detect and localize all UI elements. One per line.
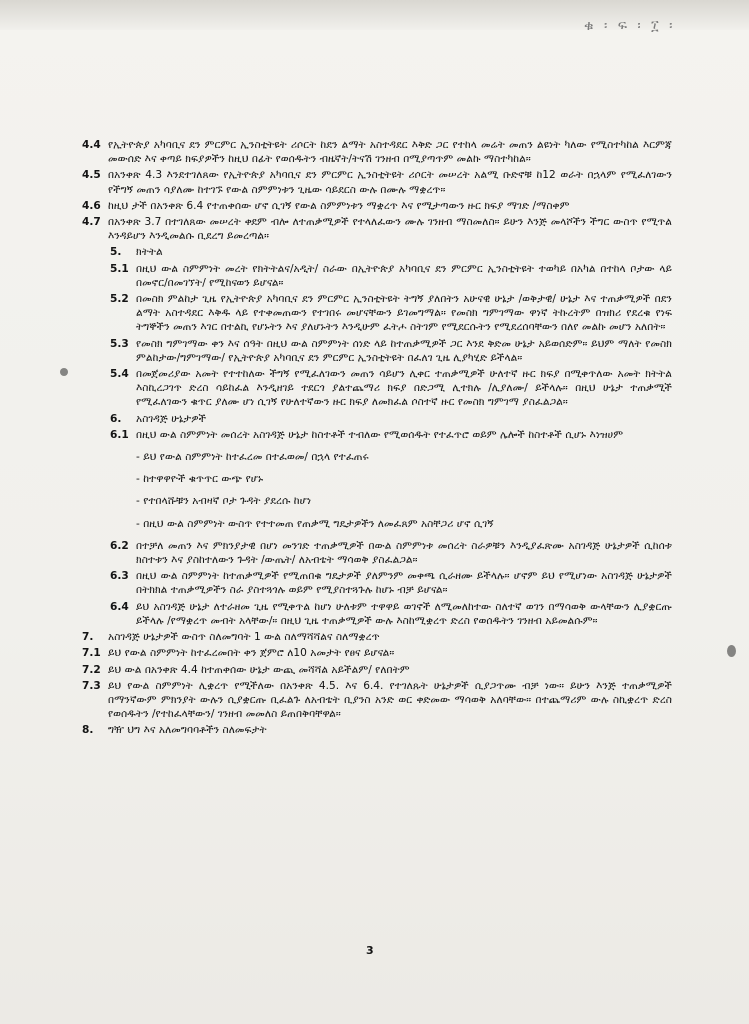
section-text: የኢትዮጵያ አካባቢና ደን ምርምር ኢንስቲትዩት ሪሶርት ከደን ልማት አስተዳደር እቅድ ጋር የተከላ መሬት መጠን ልዩነት ካለው የሚስተካከል እርምጃ መውሰድ እና ቀጣይ ክፍያዎችን ከዚህ በፊት የወሰዱትን ብዜኛት/ትናሽ ገንዘብ በሚያጣጥም መልኩ ማስተካከል።: [108, 139, 672, 166]
section-row: [82, 138, 672, 166]
section-number: 7.3: [82, 679, 101, 692]
page-number: 3: [366, 944, 374, 957]
section-row: [110, 292, 672, 335]
section-text: ግዥ ህግ እና አለመግባባቶችን ስለመፍታት: [108, 724, 267, 737]
section-row: [110, 412, 672, 426]
section-row: [110, 367, 672, 410]
section-number: 8.: [82, 724, 94, 737]
condition-bullets: [82, 450, 672, 531]
section-row: [110, 262, 672, 290]
section-row: [82, 663, 672, 677]
section-number: 5.: [110, 246, 122, 259]
section-text: ይህ አስገዳጅ ሁኔታ ለተራዘመ ጊዜ የሚቀጥል ከሆነ ሁለቱም ተዋዋይ ወገኖች ለሚመለከተው ስለተኛ ወገን በማሳወቅ ውላቸውን ሊያቋርጡ ይችላሉ /የማቋረጥ መብት አላቸው/። በዚህ ጊዜ ተጠቃሚዎች ውሉ እስከሚቋረጥ ድረስ የወሰዱትን ገንዘብ አይመልሱም።: [136, 600, 672, 627]
section-text: በመስክ ምልከታ ጊዜ የኢትዮጵያ አካባቢና ደን ምርምር ኢንስቲትዩት ትግኝ ያለበትን አሁናዊ ሁኔታ /ወቅታዊ/ ሁኔታ እና ተጠቃሚዎች በደን ልማት አስተዳደር እቅዱ ላይ የተቀመጠውን የተገበሩ መሆናቸውን ይገመግማል። የመስክ ግምገማው ዋነኛ ትኩረትም በዝክሪ የደረቁ የነፍ ትግኞችን መጠን እገር በተልኪ የሆኑትን እና ያለሆኑትን እንዲሁም ፈትሖ ስትገም የሚደርሱትን የሚደረሰባቸውን በለየ መልኩ መሆን አለበት።: [136, 293, 672, 334]
bullet-item: - ከተዋዋዮች ቁጥጥር ውጭ የሆኑ: [136, 473, 264, 486]
scan-speck: [727, 645, 736, 657]
section-number: 6.3: [110, 570, 129, 583]
section-text: በአንቀጽ 3.7 በተገለጸው መሠረት ቀደም ብሎ ለተጠቃሚዎች የተላለፈውን ሙሉ ገንዘብ ማስመለስ። ይሁን እንጅ መላሾችን ችግር ውስጥ የሚጥል እንዳይሆን እንዲመልሱ ቢደረግ ይመረጣል።: [108, 216, 672, 243]
section-number: 7.2: [82, 663, 101, 676]
section-row: [110, 539, 672, 567]
section-row: [110, 428, 672, 442]
section-number: 4.7: [82, 216, 101, 229]
section-row: [82, 199, 672, 213]
section-number: 6.2: [110, 539, 129, 552]
section-number: 6.4: [110, 600, 129, 613]
section-row: [110, 245, 672, 259]
section-number: 5.2: [110, 293, 129, 306]
bullet-item: - የተበላሹቹን አብዛኛ ቦታ ጉዳት ያደረሱ ከሆነ: [136, 495, 312, 508]
section-number: 4.6: [82, 199, 101, 212]
section-row: [82, 630, 672, 644]
section-row: [110, 337, 672, 365]
scan-speck: [60, 368, 68, 376]
section-number: 7.: [82, 631, 94, 644]
section-number: 5.4: [110, 368, 129, 381]
section-row: [82, 679, 672, 722]
document-body: [82, 138, 672, 740]
section-text: አስገዳጅ ሁኔታዎች: [136, 412, 207, 425]
section-text: አስገዳጅ ሁኔታዎች ውስጥ ስለመግባት 1 ውል ስለማሻሻልና ስለማቋረጥ: [108, 631, 380, 644]
bullet-item: - በዚህ ውል ስምምነት ውስጥ የተተመጠ የጠቃሚ ግዴታዎችን ለመፈጸም አስቸጋሪ ሆኖ ሲገኝ: [136, 517, 494, 530]
section-row: [82, 723, 672, 737]
section-text: ከዚህ ታች በአንቀጽ 6.4 የተጠቀሰው ሆኖ ሲገኝ የውል ስምምነቱን ማቋረጥ እና የሚታጣውን ዙር ክፍያ ማገድ /ማስቀም: [108, 199, 570, 212]
header-scribble: ቁ ፡ ፍ ፡ ፲ ፡: [584, 18, 676, 34]
section-text: በዚህ ውል ስምምነት መሰረት አስገዳጅ ሁኔታ ከስተቶች ተብለው የሚወሰዱት የተፈጥሮ ወይም ሌሎች ከስተቶች ሲሆኑ እነዝሀም: [136, 428, 624, 441]
sections-part-1: [82, 138, 672, 442]
section-text: በዚህ ውል ስምምነት ከተጠቃሚዎች የሚጠበቁ ግዴታዎች ያለምንም መቀጫ ሲራዘሙ ይችላሉ። ሆኖም ይህ የሚሆነው አስገዳጅ ሁኔታዎች በትክክል ተጠቃሚዎችን ስራ ያስተጓጎሉ ወይም የሚያስተጓጉሉ ከሆኑ ብቻ ይሆናል።: [136, 570, 672, 597]
section-row: [82, 215, 672, 243]
section-number: 4.4: [82, 139, 101, 151]
section-text: የመስክ ግምገማው ቀን እና ሰዓት በዚህ ውል ስምምነት ሰነድ ላይ ከተጠቃሚዎች ጋር እንደ ቅድመ ሁኔታ አይወሰድም። ይህም ማለት የመስክ ምልከታው/ግምገማው/ የኢትዮጵያ አካባቢና ደን ምርምር ኢንስቲትዩት በፈለገ ጊዜ ሊያካሂድ ይችላል።: [136, 337, 672, 364]
section-text: ይህ የውል ስምምነት ሊቋረጥ የሚችለው በአንቀጽ 4.5. እና 6.4. የተገለጹት ሁኔታዎች ሲያጋጥሙ ብቻ ነው። ይሁን እንጅ ተጠቃሚዎች በማንኛውም ምክንያት ውሉን ሲያቋርጡ ቢፈልጉ ለአብቴት ቢያንስ አንድ ወር ቀድመው ማሳወቅ አለባቸው። በተጨማሪም ውሉ ስኪቋረጥ ድረስ የወሰዱትን /የተከፈላቸውን/ ገንዘብ መመለስ ይጠበቅባቸዋል።: [108, 679, 672, 721]
section-number: 5.1: [110, 262, 129, 275]
section-text: በተቻለ መጠን እና ምክንያታዊ በሆነ መንገድ ተጠቃሚዎች በውል ስምምነቱ መሰረት ስራዎቹን እንዲያፈጽሙ አስገዳጅ ሁኔታዎች ሲከሰቱ ክስተቱን እና ያስከተለውን ጉዳት /ውጤት/ ለአብቴት ማሳወቅ ያስፈልጋል።: [136, 539, 672, 567]
section-number: 5.3: [110, 337, 129, 350]
sections-part-2: [82, 539, 672, 738]
section-row: [82, 168, 672, 196]
section-row: [110, 600, 672, 628]
section-row: [110, 569, 672, 597]
section-text: ይህ ውል በአንቀጽ 4.4 ከተጠቀሰው ሁኔታ ውጪ መሻሻል አይችልም/ የለበትም: [108, 663, 410, 676]
section-number: 7.1: [82, 647, 101, 660]
section-text: በመጀመሪያው አመት የተተከለው ችግኝ የሚፈለገውን መጠን ሳይሆን ሊቀር ተጠቃሚዎች ሁለተኛ ዙር ክፍያ በሚቀጥለው አመት ክትትል እስኪረጋገጥ ድረስ ሳይከፈል እንዲዘገይ ተደርጎ ያልተጨማሪ ክፍያ በድጋሚ ሊተክሉ /ሊያለሙ/ ይችላሉ። በዚህ ሁኔታ ተጠቃሚች የሚፈለገውን ቁጥር ያለሙ ሆነ ሲገኝ የሁለተኛውን ዙር ክፍያ ለመክፈል ሶስተኛ ዙር የመስክ ግምገማ ያስፈልጋል።: [136, 368, 672, 409]
section-text: በአንቀጽ 4.3 እንደተገለጸው የኢትዮጵያ አካባቢና ደን ምርምር ኢንስቲትዩት ሪሶርት መሠረት አልሚ ቡድኖቹ ከ12 ወራት በኋላም የሚፈለገውን የችግኝ መጠን ሳያለሙ ከተገኙ የውል ስምምነቱን ጊዜው ሳይደርስ ውሉ በሙሉ ማቋረጥ።: [108, 169, 672, 196]
section-text: ክትትል: [136, 246, 163, 259]
section-number: 6.1: [110, 428, 129, 441]
section-number: 4.5: [82, 169, 101, 182]
section-text: ይህ የውል ስምምነት ከተፈረመበት ቀን ጀምሮ ለ10 አመታት የፀና ይሆናል።: [108, 647, 395, 660]
section-text: በዚህ ውል ስምምነት መረት የክትትልና/አዲት/ ስራው በኢትዮጵያ አካባቢና ደን ምርምር ኢንስቲትዩት ተወካይ በአካል በተከላ ቦታው ላይ በመኖር/በመገኘት/ የሚከናወን ይሆናል።: [136, 262, 672, 289]
bullet-item: - ይህ የውል ስምምነት ከተፈረመ በተፈወመ/ በኋላ የተፈጠሩ: [136, 451, 369, 464]
section-row: [82, 646, 672, 660]
section-number: 6.: [110, 412, 122, 425]
